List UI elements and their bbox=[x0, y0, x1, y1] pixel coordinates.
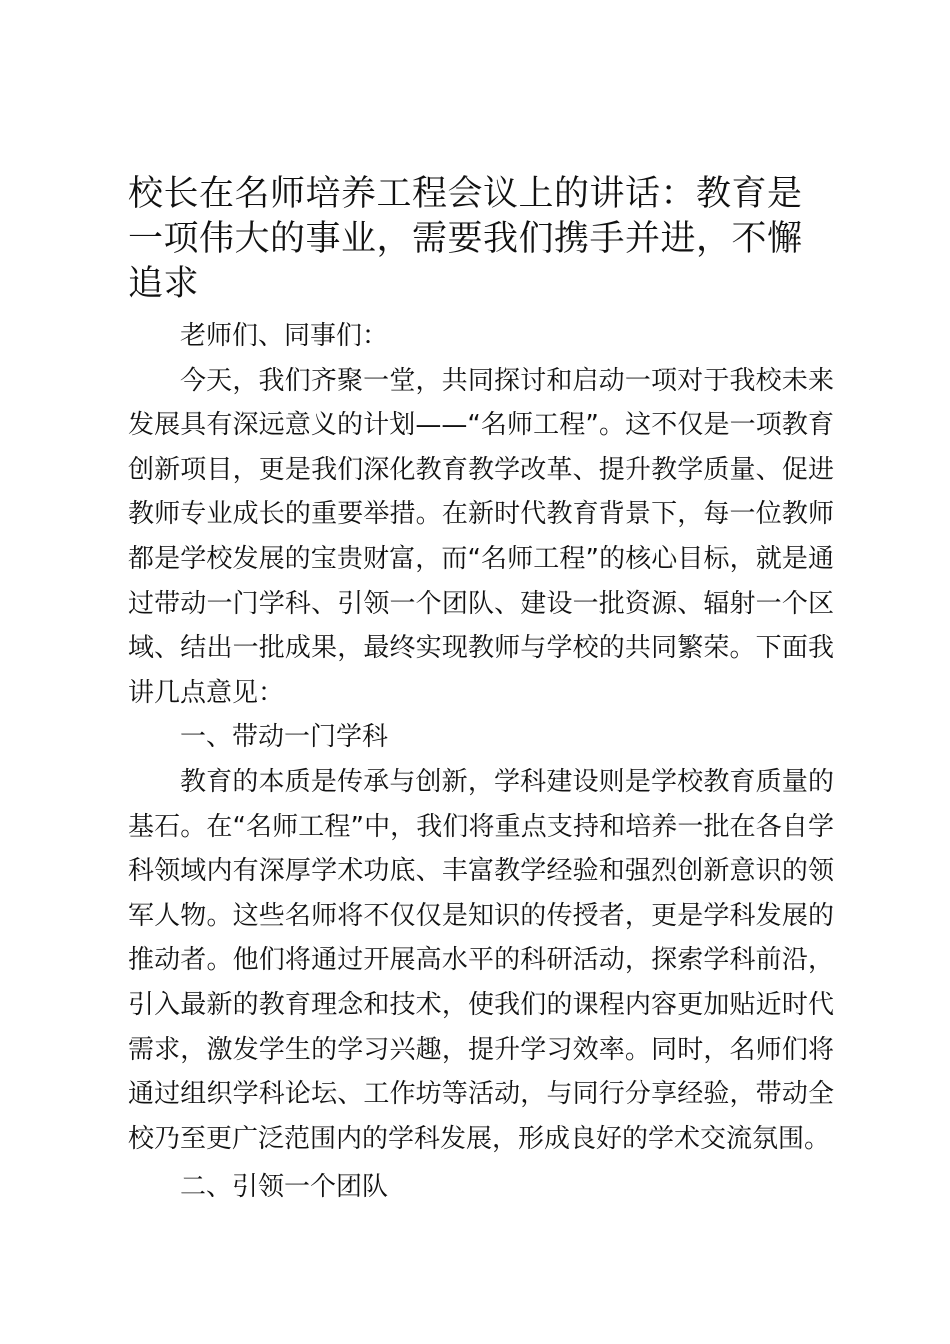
section-1-paragraph: 教育的本质是传承与创新，学科建设则是学校教育质量的基石。在“名师工程”中，我们将重点支持和培养一批在各自学科领域内有深厚学术功底、丰富教学经验和强烈创新意识的领军人物。这些名师将不仅仅是知识的传授者，更是学科发展的推动者。他们将通过开展高水平的科研活动，探索学科前沿，引入最新的教育理念和技术，使我们的课程内容更加贴近时代需求，激发学生的学习兴趣，提升学习效率。同时，名师们将通过组织学科论坛、工作坊等活动，与同行分享经验，带动全校乃至更广泛范围内的学科发展，形成良好的学术交流氛围。 bbox=[128, 766, 834, 1154]
section-heading-2: 二、引领一个团队 bbox=[180, 1172, 389, 1203]
intro-paragraph: 今天，我们齐聚一堂，共同探讨和启动一项对于我校未来发展具有深远意义的计划——“名师工程”。这不仅是一项教育创新项目，更是我们深化教育教学改革、提升教学质量、促进教师专业成长的重要举措。在新时代教育背景下，每一位教师都是学校发展的宝贵财富，而“名师工程”的核心目标，就是通过带动一门学科、引领一个团队、建设一批资源、辐射一个区域、结出一批成果，最终实现教师与学校的共同繁荣。下面我讲几点意见： bbox=[128, 365, 834, 708]
salutation: 老师们、同事们： bbox=[180, 321, 389, 351]
document-title: 校长在名师培养工程会议上的讲话：教育是一项伟大的事业，需要我们携手并进，不懈追求 bbox=[128, 174, 803, 304]
document-page bbox=[128, 172, 834, 1210]
section-heading-1: 一、带动一门学科 bbox=[180, 722, 389, 753]
